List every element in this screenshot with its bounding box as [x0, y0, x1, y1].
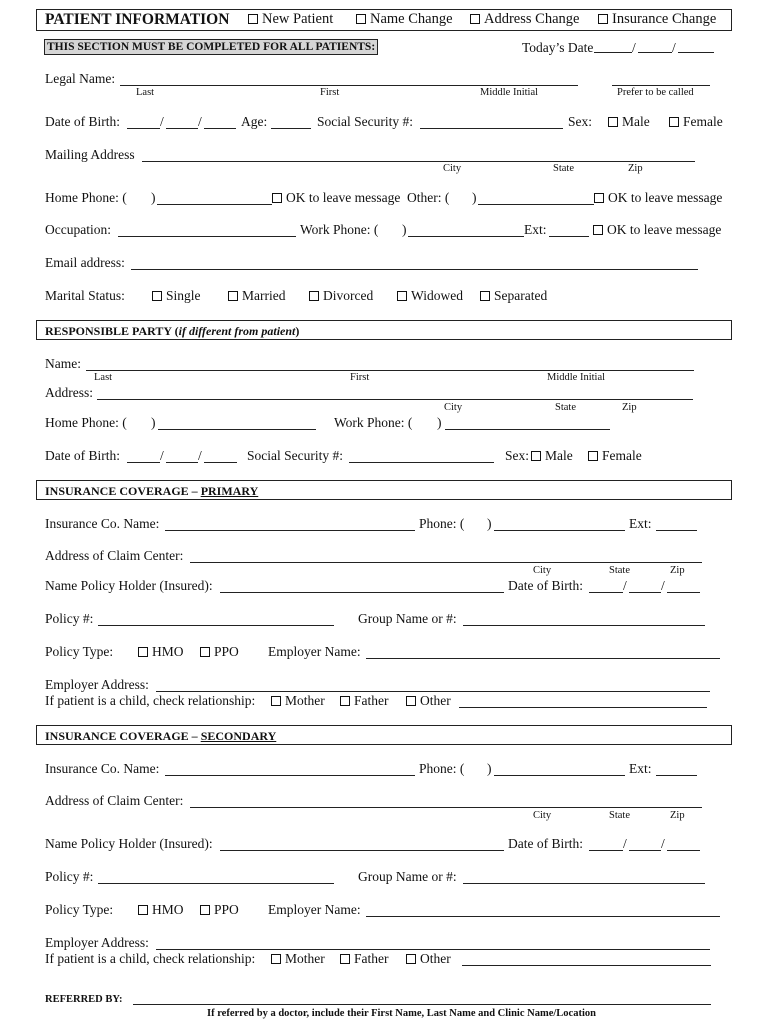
age-label: Age: — [241, 114, 268, 129]
secondary-policy-field[interactable] — [98, 883, 334, 884]
secondary-mother-option[interactable]: Mother — [271, 951, 325, 967]
city-caption: City — [443, 163, 462, 174]
checkbox-icon[interactable] — [669, 117, 679, 127]
secondary-dob-field[interactable] — [629, 850, 661, 851]
primary-employer-name-label: Employer Name: — [268, 644, 361, 659]
zip-caption: Zip — [670, 810, 685, 821]
work-phone-field[interactable] — [408, 236, 524, 237]
secondary-insurance-header: INSURANCE COVERAGE – SECONDARY — [36, 725, 732, 745]
required-notice: THIS SECTION MUST BE COMPLETED FOR ALL PATIENTS: — [44, 39, 378, 55]
checkbox-icon[interactable] — [200, 647, 210, 657]
primary-dob-label: Date of Birth: — [508, 578, 583, 593]
checkbox-icon[interactable] — [531, 451, 541, 461]
option-new-patient[interactable]: New Patient — [248, 11, 333, 28]
home-ok-message-option[interactable]: OK to leave message — [272, 190, 400, 206]
checkbox-icon[interactable] — [340, 696, 350, 706]
rp-ssn-field[interactable] — [349, 462, 494, 463]
ssn-field[interactable] — [420, 128, 563, 129]
home-phone-field[interactable] — [157, 204, 272, 205]
rp-sex-male-option[interactable]: Male — [531, 448, 573, 464]
referred-by-field[interactable] — [133, 1004, 711, 1005]
primary-ext-field[interactable] — [656, 530, 697, 531]
rp-dob-field[interactable] — [166, 462, 198, 463]
email-label: Email address: — [45, 255, 125, 270]
secondary-ext-field[interactable] — [656, 775, 697, 776]
marital-separated-option[interactable]: Separated — [480, 288, 547, 304]
dob-field[interactable] — [166, 128, 198, 129]
secondary-other-option[interactable]: Other — [406, 951, 451, 967]
other-ok-message-option[interactable]: OK to leave message — [594, 190, 722, 206]
checkbox-icon[interactable] — [248, 14, 258, 24]
primary-dob-field[interactable] — [667, 592, 700, 593]
checkbox-icon[interactable] — [152, 291, 162, 301]
state-caption: State — [555, 402, 576, 413]
todays-date-field[interactable] — [678, 52, 714, 53]
marital-divorced-option[interactable]: Divorced — [309, 288, 373, 304]
checkbox-icon[interactable] — [271, 696, 281, 706]
secondary-employer-name-field[interactable] — [366, 916, 720, 917]
checkbox-icon[interactable] — [608, 117, 618, 127]
last-caption: Last — [94, 372, 113, 383]
checkbox-icon[interactable] — [480, 291, 490, 301]
primary-insurance-header: INSURANCE COVERAGE – PRIMARY — [36, 480, 732, 500]
todays-date-field[interactable] — [594, 52, 632, 53]
responsible-party-header: RESPONSIBLE PARTY (if different from patient) — [36, 320, 732, 340]
home-phone-label: Home Phone: ( — [45, 190, 127, 205]
rp-name-label: Name: — [45, 356, 81, 371]
checkbox-icon[interactable] — [406, 954, 416, 964]
secondary-other-field[interactable] — [462, 965, 711, 966]
primary-ext-label: Ext: — [629, 516, 652, 531]
primary-holder-field[interactable] — [220, 592, 504, 593]
secondary-policy-label: Policy #: — [45, 869, 94, 884]
checkbox-icon[interactable] — [138, 905, 148, 915]
secondary-holder-label: Name Policy Holder (Insured): — [45, 836, 213, 851]
marital-married-option[interactable]: Married — [228, 288, 285, 304]
checkbox-icon[interactable] — [470, 14, 480, 24]
secondary-employer-name-label: Employer Name: — [268, 902, 361, 917]
rp-sex-female-option[interactable]: Female — [588, 448, 642, 464]
primary-policy-type-label: Policy Type: — [45, 644, 114, 659]
legal-name-label: Legal Name: — [45, 71, 116, 86]
rp-address-field[interactable] — [97, 399, 693, 400]
dob-field[interactable] — [127, 128, 160, 129]
checkbox-icon[interactable] — [397, 291, 407, 301]
dob-label: Date of Birth: — [45, 114, 120, 129]
rp-address-label: Address: — [45, 385, 93, 400]
primary-employer-address-field[interactable] — [156, 691, 710, 692]
last-caption: Last — [136, 87, 155, 98]
checkbox-icon[interactable] — [356, 14, 366, 24]
primary-company-field[interactable] — [165, 530, 415, 531]
occupation-label: Occupation: — [45, 222, 111, 237]
primary-holder-label: Name Policy Holder (Insured): — [45, 578, 213, 593]
rp-sex-label: Sex: — [505, 448, 530, 463]
secondary-holder-field[interactable] — [220, 850, 504, 851]
work-ok-message-option[interactable]: OK to leave message — [593, 222, 721, 238]
checkbox-icon[interactable] — [309, 291, 319, 301]
age-field[interactable] — [271, 128, 311, 129]
work-phone-label: Work Phone: ( — [300, 222, 379, 237]
ssn-label: Social Security #: — [317, 114, 413, 129]
secondary-company-field[interactable] — [165, 775, 415, 776]
secondary-father-option[interactable]: Father — [340, 951, 389, 967]
option-name-change[interactable]: Name Change — [356, 11, 453, 28]
primary-mother-option[interactable]: Mother — [271, 693, 325, 709]
option-address-change[interactable]: Address Change — [470, 11, 579, 28]
zip-caption: Zip — [670, 565, 685, 576]
city-caption: City — [444, 402, 463, 413]
option-insurance-change[interactable]: Insurance Change — [598, 11, 716, 28]
marital-status-label: Marital Status: — [45, 288, 125, 303]
zip-caption: Zip — [628, 163, 643, 174]
checkbox-icon[interactable] — [594, 193, 604, 203]
checkbox-icon[interactable] — [200, 905, 210, 915]
secondary-employer-address-label: Employer Address: — [45, 935, 149, 950]
secondary-phone-field[interactable] — [494, 775, 625, 776]
primary-dob-field[interactable] — [629, 592, 661, 593]
ext-label: Ext: — [524, 222, 547, 237]
primary-claim-field[interactable] — [190, 562, 702, 563]
primary-claim-label: Address of Claim Center: — [45, 548, 184, 563]
checkbox-icon[interactable] — [138, 647, 148, 657]
marital-widowed-option[interactable]: Widowed — [397, 288, 463, 304]
checkbox-icon[interactable] — [340, 954, 350, 964]
prefer-caption: Prefer to be called — [617, 87, 694, 98]
primary-father-option[interactable]: Father — [340, 693, 389, 709]
first-caption: First — [320, 87, 340, 98]
marital-single-option[interactable]: Single — [152, 288, 201, 304]
zip-caption: Zip — [622, 402, 637, 413]
state-caption: State — [609, 565, 630, 576]
state-caption: State — [609, 810, 630, 821]
rp-dob-field[interactable] — [204, 462, 237, 463]
first-caption: First — [350, 372, 370, 383]
checkbox-icon[interactable] — [228, 291, 238, 301]
checkbox-icon[interactable] — [406, 696, 416, 706]
dob-field[interactable] — [204, 128, 236, 129]
rp-work-phone-field[interactable] — [445, 429, 610, 430]
checkbox-icon[interactable] — [593, 225, 603, 235]
city-caption: City — [533, 565, 552, 576]
secondary-dob-field[interactable] — [667, 850, 700, 851]
rp-ssn-label: Social Security #: — [247, 448, 343, 463]
state-caption: State — [553, 163, 574, 174]
todays-date-label: Today’s Date — [522, 40, 594, 55]
primary-ppo-option[interactable]: PPO — [200, 644, 239, 660]
ext-field[interactable] — [549, 236, 589, 237]
primary-relationship-label: If patient is a child, check relationship: — [45, 693, 256, 708]
secondary-phone-label: Phone: ( — [419, 761, 465, 776]
other-phone-label: Other: ( — [407, 190, 450, 205]
primary-group-label: Group Name or #: — [358, 611, 457, 626]
rp-home-phone-label: Home Phone: ( — [45, 415, 127, 430]
city-caption: City — [533, 810, 552, 821]
primary-policy-field[interactable] — [98, 625, 334, 626]
secondary-hmo-option[interactable]: HMO — [138, 902, 184, 918]
secondary-group-label: Group Name or #: — [358, 869, 457, 884]
rp-work-phone-label: Work Phone: ( — [334, 415, 413, 430]
secondary-dob-field[interactable] — [589, 850, 623, 851]
primary-employer-name-field[interactable] — [366, 658, 720, 659]
mailing-address-label: Mailing Address — [45, 147, 135, 162]
checkbox-icon[interactable] — [271, 954, 281, 964]
rp-name-field[interactable] — [86, 370, 694, 371]
email-field[interactable] — [131, 269, 698, 270]
primary-dob-field[interactable] — [589, 592, 623, 593]
sex-label: Sex: — [568, 114, 593, 129]
primary-policy-label: Policy #: — [45, 611, 94, 626]
secondary-claim-field[interactable] — [190, 807, 702, 808]
secondary-claim-label: Address of Claim Center: — [45, 793, 184, 808]
other-phone-field[interactable] — [478, 204, 594, 205]
todays-date-field[interactable] — [638, 52, 672, 53]
secondary-relationship-label: If patient is a child, check relationship: — [45, 951, 256, 966]
referral-note: If referred by a doctor, include their First Name, Last Name and Clinic Name/Location — [207, 1008, 596, 1019]
secondary-dob-label: Date of Birth: — [508, 836, 583, 851]
secondary-policy-type-label: Policy Type: — [45, 902, 114, 917]
primary-other-option[interactable]: Other — [406, 693, 451, 709]
checkbox-icon[interactable] — [588, 451, 598, 461]
secondary-group-field[interactable] — [463, 883, 705, 884]
secondary-ppo-option[interactable]: PPO — [200, 902, 239, 918]
checkbox-icon[interactable] — [272, 193, 282, 203]
form-title: PATIENT INFORMATION — [45, 11, 230, 28]
rp-dob-field[interactable] — [127, 462, 160, 463]
secondary-company-label: Insurance Co. Name: — [45, 761, 160, 776]
primary-group-field[interactable] — [463, 625, 705, 626]
mailing-address-field[interactable] — [142, 161, 695, 162]
middle-caption: Middle Initial — [480, 87, 539, 98]
legal-name-field[interactable] — [120, 85, 578, 86]
rp-home-phone-field[interactable] — [158, 429, 316, 430]
referred-by-label: REFERRED BY: — [45, 994, 123, 1005]
secondary-ext-label: Ext: — [629, 761, 652, 776]
primary-hmo-option[interactable]: HMO — [138, 644, 184, 660]
primary-phone-label: Phone: ( — [419, 516, 465, 531]
primary-employer-address-label: Employer Address: — [45, 677, 149, 692]
sex-female-option[interactable]: Female — [669, 114, 723, 130]
rp-dob-label: Date of Birth: — [45, 448, 120, 463]
preferred-name-field[interactable] — [612, 85, 710, 86]
primary-company-label: Insurance Co. Name: — [45, 516, 160, 531]
middle-caption: Middle Initial — [547, 372, 606, 383]
primary-phone-field[interactable] — [494, 530, 625, 531]
occupation-field[interactable] — [118, 236, 296, 237]
primary-other-field[interactable] — [459, 707, 707, 708]
sex-male-option[interactable]: Male — [608, 114, 650, 130]
checkbox-icon[interactable] — [598, 14, 608, 24]
secondary-employer-address-field[interactable] — [156, 949, 710, 950]
